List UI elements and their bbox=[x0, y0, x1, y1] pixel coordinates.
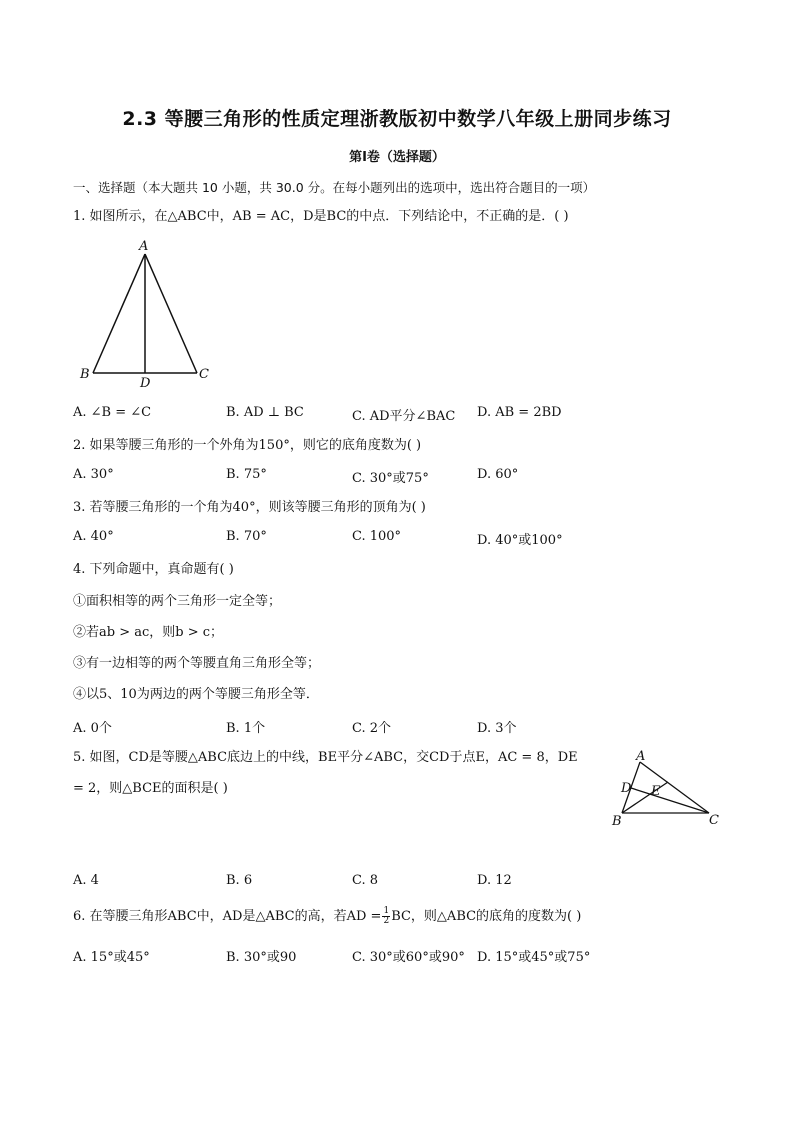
section-heading: 一、选择题（本大题共 10 小题，共 30.0 分。在每小题列出的选项中，选出符合题目的一项） bbox=[73, 180, 596, 195]
question-1-stem: 1. 如图所示，在△ABC中，AB = AC，D是BC的中点．下列结论中，不正确的是．( ) bbox=[73, 209, 569, 224]
figure1-label-d: D bbox=[140, 376, 151, 391]
q4-statement-4: ④以5、10为两边的两个等腰三角形全等． bbox=[73, 687, 319, 702]
q4-option-c: C. 2个 bbox=[352, 721, 392, 736]
q3-option-b: B. 70° bbox=[226, 529, 267, 544]
q1-option-c: C. AD平分∠BAC bbox=[352, 409, 456, 424]
q5-option-c: C. 8 bbox=[352, 873, 379, 888]
figure2-label-c: C bbox=[709, 813, 719, 828]
question-6-stem bbox=[73, 907, 581, 927]
figure2-label-d: D bbox=[621, 781, 632, 796]
q3-option-c: C. 100° bbox=[352, 529, 402, 544]
q6-option-d: D. 15°或45°或75° bbox=[477, 950, 591, 965]
q5-option-b: B. 6 bbox=[226, 873, 253, 888]
q5-option-d: D. 12 bbox=[477, 873, 512, 888]
q1-option-d: D. AB = 2BD bbox=[477, 405, 562, 420]
figure-triangle-abc bbox=[75, 236, 215, 392]
q4-option-a: A. 0个 bbox=[73, 721, 112, 736]
q6-fraction-denominator: 2 bbox=[383, 916, 390, 926]
q2-option-a: A. 30° bbox=[73, 467, 114, 482]
q4-statement-1: ①面积相等的两个三角形一定全等； bbox=[73, 594, 282, 609]
q3-option-a: A. 40° bbox=[73, 529, 114, 544]
question-5-stem-line2: = 2，则△BCE的面积是( ) bbox=[73, 781, 228, 796]
q4-option-b: B. 1个 bbox=[226, 721, 266, 736]
q6-option-b: B. 30°或90 bbox=[226, 950, 297, 965]
question-5-stem-line1: 5. 如图，CD是等腰△ABC底边上的中线，BE平分∠ABC，交CD于点E，AC = 8，DE bbox=[73, 750, 578, 765]
figure1-label-a: A bbox=[139, 239, 149, 254]
question-2-stem: 2. 如果等腰三角形的一个外角为150°，则它的底角度数为( ) bbox=[73, 438, 422, 453]
q6-stem-before: 6. 在等腰三角形ABC中，AD是△ABC的高，若AD = bbox=[73, 909, 382, 924]
question-3-stem: 3. 若等腰三角形的一个角为40°，则该等腰三角形的顶角为( ) bbox=[73, 500, 426, 515]
q2-option-c: C. 30°或75° bbox=[352, 471, 429, 486]
q6-fraction-numerator: 1 bbox=[383, 906, 390, 916]
q1-option-b: B. AD ⊥ BC bbox=[226, 405, 304, 420]
q5-option-a: A. 4 bbox=[73, 873, 99, 888]
q4-option-d: D. 3个 bbox=[477, 721, 517, 736]
section-subtitle: 第I卷（选择题） bbox=[349, 150, 445, 165]
q6-option-a: A. 15°或45° bbox=[73, 950, 150, 965]
figure1-label-b: B bbox=[80, 367, 90, 382]
q2-option-d: D. 60° bbox=[477, 467, 519, 482]
figure2-label-a: A bbox=[636, 750, 646, 764]
q6-fraction bbox=[382, 907, 390, 926]
figure2-label-b: B bbox=[612, 814, 622, 828]
question-4-stem: 4. 下列命题中，真命题有( ) bbox=[73, 562, 234, 577]
q1-option-a: A. ∠B = ∠C bbox=[73, 405, 152, 420]
q6-option-c: C. 30°或60°或90° bbox=[352, 950, 465, 965]
q6-stem-after: BC，则△ABC的底角的度数为( ) bbox=[391, 909, 582, 924]
figure1-label-c: C bbox=[199, 367, 209, 382]
figure-triangle-bce bbox=[610, 750, 725, 828]
page-title: 2.3 等腰三角形的性质定理浙教版初中数学八年级上册同步练习 bbox=[122, 108, 672, 130]
q3-option-d: D. 40°或100° bbox=[477, 533, 563, 548]
q2-option-b: B. 75° bbox=[226, 467, 267, 482]
q4-statement-2: ②若ab > ac，则b > c； bbox=[73, 625, 224, 640]
q4-statement-3: ③有一边相等的两个等腰直角三角形全等； bbox=[73, 656, 321, 671]
figure2-label-e: E bbox=[651, 784, 661, 799]
